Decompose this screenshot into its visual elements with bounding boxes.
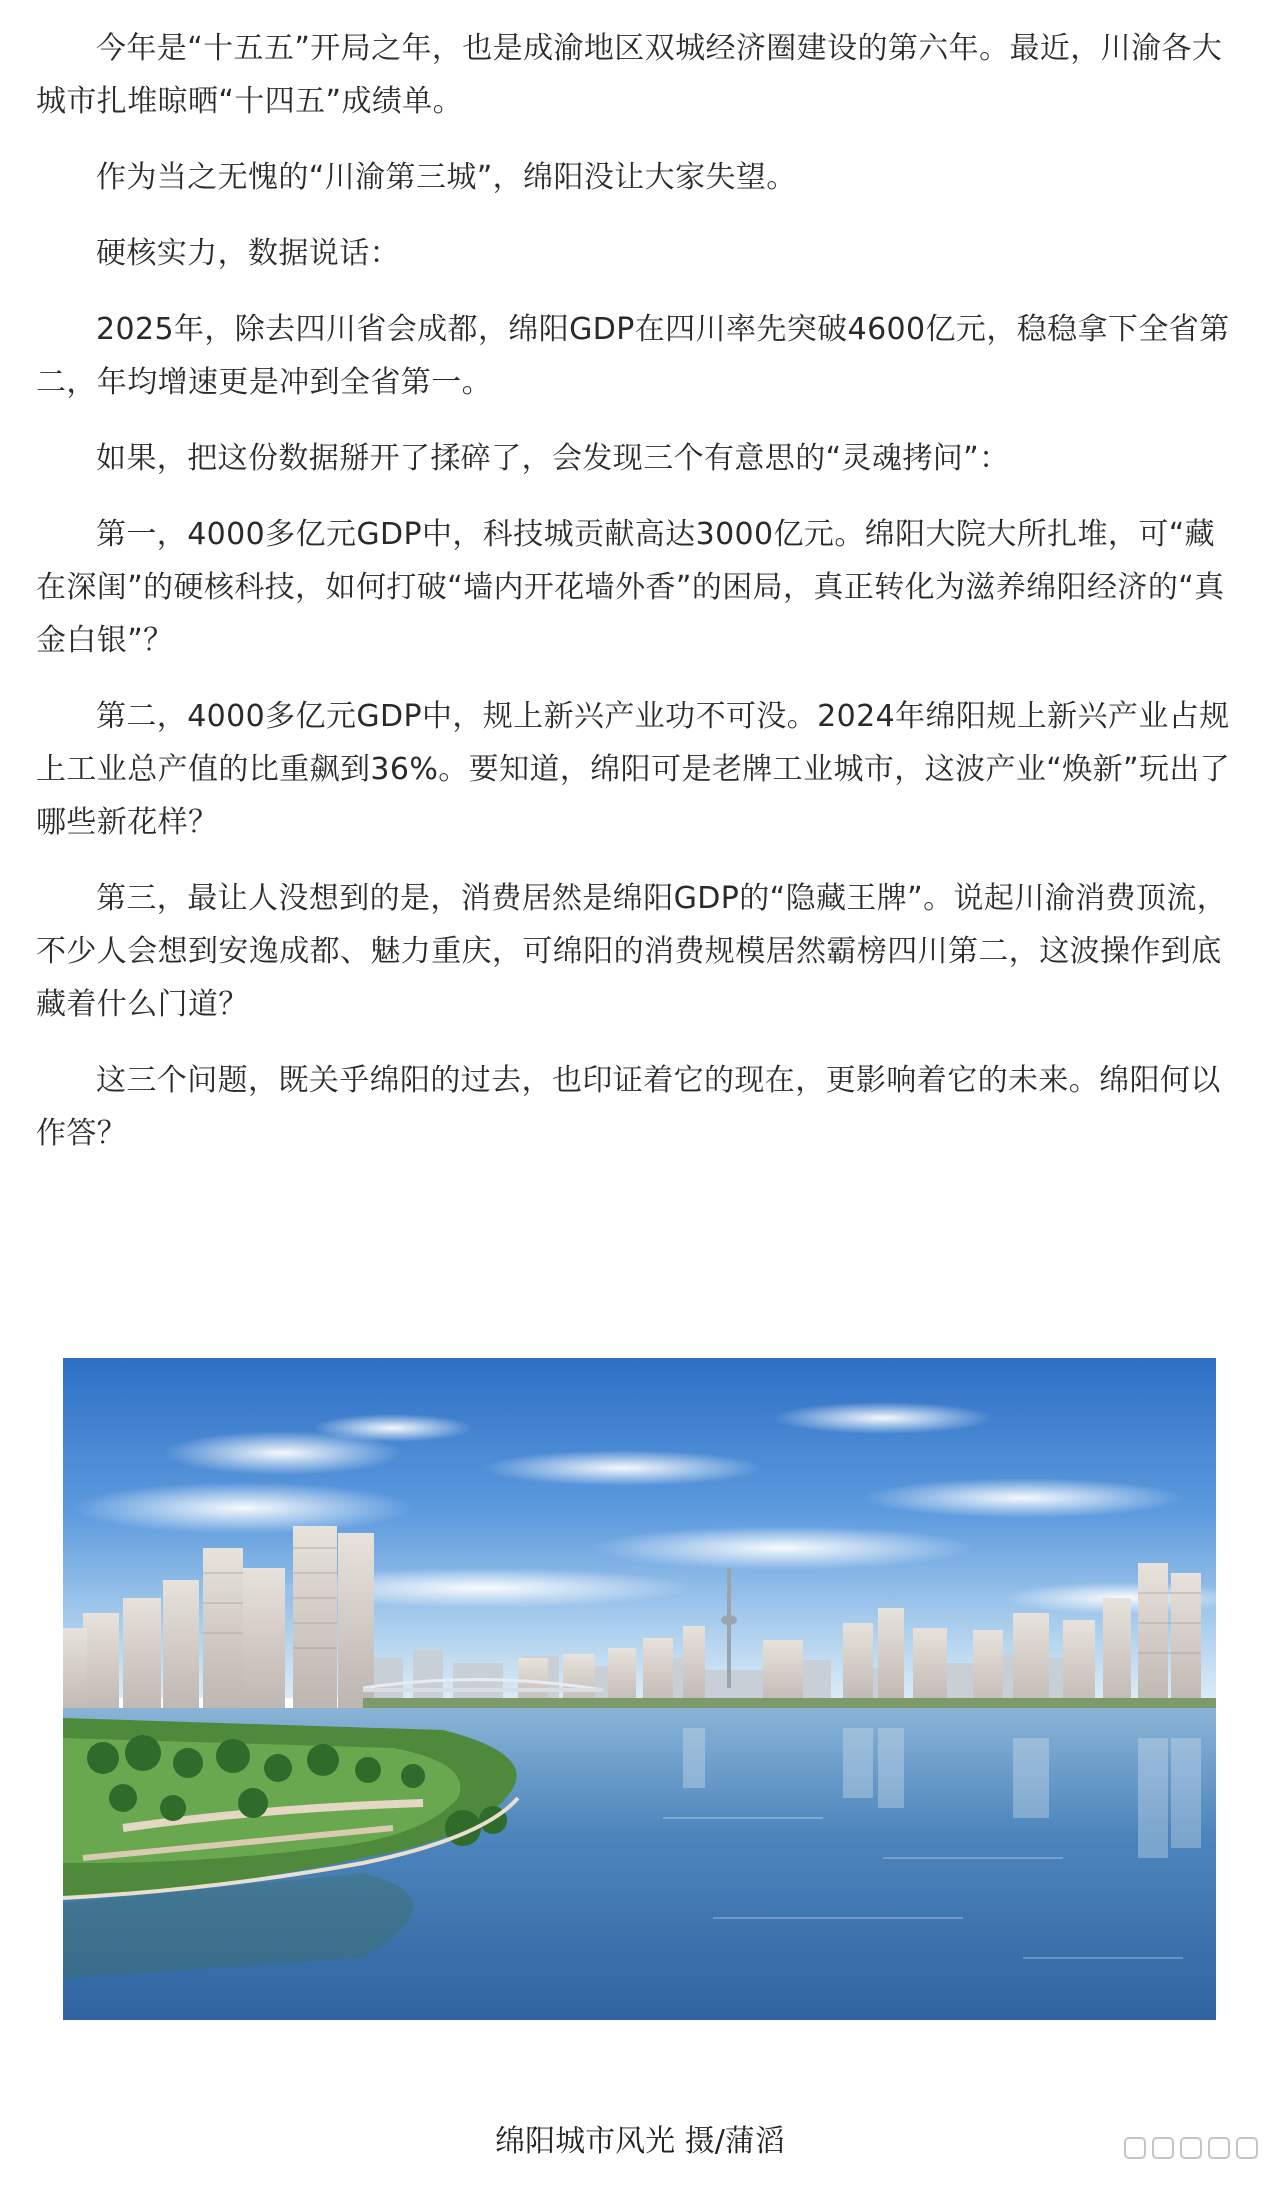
watermark-square-icon (1180, 2137, 1202, 2159)
paragraph-4: 2025年，除去四川省会成都，绵阳GDP在四川率先突破4600亿元，稳稳拿下全省第二，年均增速更是冲到全省第一。 (36, 312, 1230, 400)
watermark-square-icon (1124, 2137, 1146, 2159)
paragraph-9: 这三个问题，既关乎绵阳的过去，也印证着它的现在，更影响着它的未来。绵阳何以作答？ (36, 1063, 1221, 1151)
watermark-icons (1124, 2137, 1258, 2159)
photo-caption: 绵阳城市风光 摄/蒲滔 (495, 2124, 785, 2159)
paragraph-1: 今年是“十五五”开局之年，也是成渝地区双城经济圈建设的第六年。最近，川渝各大城市扎堆晾晒“十四五”成绩单。 (36, 31, 1223, 119)
watermark-square-icon (1152, 2137, 1174, 2159)
article-body (36, 22, 1244, 1183)
paragraph-8: 第三，最让人没想到的是，消费居然是绵阳GDP的“隐藏王牌”。说起川渝消费顶流，不少人会想到安逸成都、魅力重庆，可绵阳的消费规模居然霸榜四川第二，这波操作到底藏着什么门道？ (36, 881, 1228, 1022)
watermark-square-icon (1236, 2137, 1258, 2159)
paragraph-3: 硬核实力，数据说话： (96, 236, 400, 271)
paragraph-7: 第二，4000多亿元GDP中，规上新兴产业功不可没。2024年绵阳规上新兴产业占规上工业总产值的比重飙到36%。要知道，绵阳可是老牌工业城市，这波产业“焕新”玩出了哪些新花样？ (36, 699, 1231, 840)
city-skyline-photo[interactable] (63, 1358, 1216, 2020)
paragraph-6: 第一，4000多亿元GDP中，科技城贡献高达3000亿元。绵阳大院大所扎堆，可“藏在深闺”的硬核科技，如何打破“墙内开花墙外香”的困局，真正转化为滋养绵阳经济的“真金白银”？ (36, 517, 1225, 658)
paragraph-5: 如果，把这份数据掰开了揉碎了，会发现三个有意思的“灵魂拷问”： (96, 441, 1010, 476)
paragraph-2: 作为当之无愧的“川渝第三城”，绵阳没让大家失望。 (96, 160, 797, 195)
watermark-square-icon (1208, 2137, 1230, 2159)
skyline-illustration (63, 1358, 1216, 2020)
